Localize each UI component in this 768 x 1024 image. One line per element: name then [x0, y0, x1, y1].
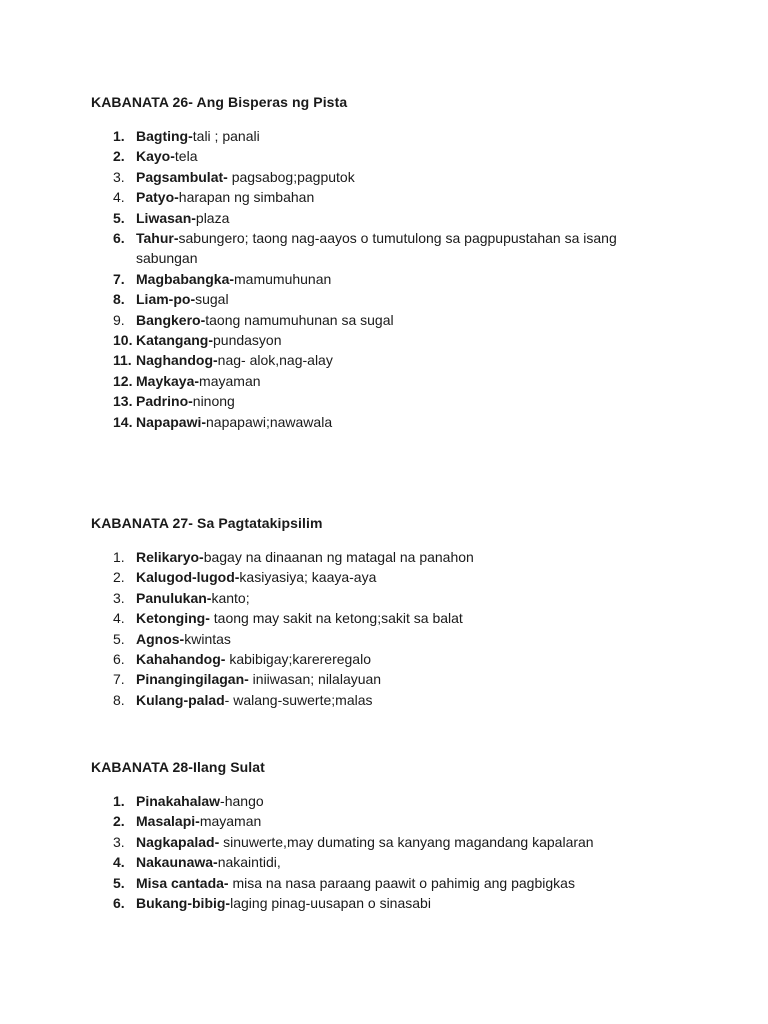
chapter-26-section: [91, 93, 691, 432]
vocab-definition: nakaintidi,: [217, 854, 281, 871]
vocab-item-number: 12.: [113, 372, 133, 389]
vocab-term: Nagkapalad-: [136, 833, 224, 850]
vocab-item: [91, 269, 676, 289]
vocab-term: Liam-po-: [136, 291, 196, 308]
vocab-definition: nag- alok,nag-alay: [217, 352, 333, 369]
vocab-term: Kayo-: [136, 148, 175, 165]
vocab-term: Liwasan-: [136, 209, 196, 226]
vocab-term: Ketonging-: [136, 610, 214, 627]
vocab-item: [91, 690, 676, 710]
vocab-term: Bangkero-: [136, 311, 206, 328]
vocab-definition: tali ; panali: [192, 128, 260, 144]
vocab-term: Napapawi-: [136, 413, 207, 430]
vocab-item-number: 1.: [113, 793, 125, 809]
vocab-definition: tela: [174, 148, 198, 165]
vocab-item-number: 4.: [113, 854, 125, 871]
vocab-term: Magbabangka-: [136, 270, 235, 287]
vocab-item-number: 8.: [113, 691, 125, 708]
vocab-definition: iniiwasan; nilalayuan: [252, 671, 382, 688]
vocab-term: Patyo-: [136, 189, 179, 206]
vocab-item: [91, 852, 676, 872]
vocab-definition: mayaman: [199, 372, 261, 389]
vocab-item: [91, 649, 676, 669]
vocab-term: Tahur-: [136, 230, 179, 247]
vocab-definition: laging pinag-uusapan o sinasabi: [230, 895, 431, 912]
vocab-definition: kasiyasiya; kaaya-aya: [239, 569, 377, 586]
vocab-item: [91, 350, 676, 370]
vocab-definition: harapan ng simbahan: [178, 189, 315, 206]
vocab-item: [91, 310, 676, 330]
vocab-item-number: 3.: [113, 168, 125, 185]
vocab-item: [91, 371, 676, 391]
vocab-term: Misa cantada-: [136, 874, 233, 891]
vocab-definition: taong may sakit na ketong;sakit sa balat: [213, 610, 463, 627]
vocab-item-number: 1.: [113, 549, 125, 565]
vocab-definition: sabungero; taong nag-aayos o tumutulong sa pagpupustahan sa isang sabungan: [136, 230, 617, 267]
vocab-item-number: 9.: [113, 311, 125, 328]
vocab-item-number: 3.: [113, 833, 125, 850]
vocab-item-number: 6.: [113, 230, 125, 247]
vocab-term: Bagting-: [136, 128, 193, 144]
vocab-definition: taong namumuhunan sa sugal: [205, 311, 394, 328]
vocab-term: Panulukan-: [136, 589, 212, 606]
chapter-26-vocab-list: [91, 126, 691, 432]
vocab-definition: kwintas: [184, 630, 231, 647]
vocab-item: [91, 289, 676, 309]
vocab-item: [91, 330, 676, 350]
vocab-definition: plaza: [195, 209, 230, 226]
vocab-item: [91, 412, 676, 432]
vocab-definition: pundasyon: [213, 332, 282, 349]
vocab-definition: misa na nasa paraang paawit o pahimig ang pagbigkas: [232, 874, 575, 891]
vocab-item: [91, 608, 676, 628]
vocab-item-number: 5.: [113, 209, 125, 226]
vocab-definition: sugal: [195, 291, 229, 308]
chapter-28-section: [91, 758, 691, 913]
vocab-term: Maykaya-: [136, 372, 200, 389]
vocab-definition: ninong: [192, 393, 235, 410]
vocab-definition: napapawi;nawawala: [206, 413, 333, 430]
vocab-item-number: 5.: [113, 874, 125, 891]
vocab-definition: mayaman: [199, 813, 262, 830]
vocab-item: [91, 391, 676, 411]
vocab-item-number: 6.: [113, 895, 125, 912]
vocab-item-number: 8.: [113, 291, 125, 308]
vocab-item: [91, 832, 676, 852]
vocab-definition: sinuwerte,may dumating sa kanyang magandang kapalaran: [223, 833, 594, 850]
chapter-27-vocab-list: [91, 547, 691, 710]
vocab-item-number: 11.: [113, 352, 132, 369]
vocab-definition: - walang-suwerte;malas: [224, 691, 373, 708]
vocab-item-number: 2.: [113, 569, 125, 586]
vocab-item: [91, 126, 676, 146]
vocab-definition: kanto;: [211, 589, 250, 606]
vocab-item-number: 2.: [113, 813, 125, 830]
vocab-item: [91, 547, 676, 567]
vocab-item: [91, 187, 676, 207]
vocab-item: [91, 873, 676, 893]
vocab-item-number: 2.: [113, 148, 125, 165]
vocab-item: [91, 567, 676, 587]
vocab-term: Naghandog-: [136, 352, 218, 369]
vocab-item-number: 4.: [113, 189, 125, 206]
vocab-term: Pagsambulat-: [136, 168, 232, 185]
vocab-item: [91, 893, 676, 913]
vocab-term: Padrino-: [136, 393, 193, 410]
vocab-item: [91, 228, 676, 269]
vocab-item-number: 6.: [113, 651, 125, 668]
vocab-definition: mamumuhunan: [234, 270, 332, 287]
vocab-term: Katangang-: [136, 332, 213, 349]
vocab-item: [91, 791, 676, 811]
vocab-item-number: 13.: [113, 393, 133, 410]
vocab-item-number: 5.: [113, 630, 125, 647]
vocab-term: Masalapi-: [136, 813, 200, 830]
vocab-term: Kahahandog-: [136, 651, 230, 668]
chapter-27-section: [91, 514, 691, 710]
vocab-item-number: 7.: [113, 270, 125, 287]
vocab-term: Pinakahalaw: [136, 793, 221, 809]
vocab-item-number: 10.: [113, 332, 133, 349]
vocab-term: Bukang-bibig-: [136, 895, 231, 912]
vocab-item-number: 1.: [113, 128, 125, 144]
vocab-term: Kulang-palad: [136, 691, 225, 708]
vocab-item: [91, 167, 676, 187]
vocab-definition: kabibigay;karereregalo: [229, 651, 371, 668]
chapter-28-vocab-list: [91, 791, 691, 913]
vocab-definition: pagsabog;pagputok: [231, 168, 355, 185]
chapter-28-title: KABANATA 28-Ilang Sulat: [91, 759, 265, 775]
vocab-term: Nakaunawa-: [136, 854, 218, 871]
vocab-item-number: 14.: [113, 413, 133, 430]
vocab-item: [91, 629, 676, 649]
vocab-item: [91, 208, 676, 228]
vocab-term: Kalugod-lugod-: [136, 569, 240, 586]
vocab-term: Relikaryo-: [136, 549, 204, 565]
vocab-item-number: 3.: [113, 589, 125, 606]
chapter-27-title: KABANATA 27- Sa Pagtatakipsilim: [91, 515, 323, 531]
chapter-26-title: KABANATA 26- Ang Bisperas ng Pista: [91, 94, 348, 110]
vocab-definition: bagay na dinaanan ng matagal na panahon: [203, 549, 474, 565]
vocab-item: [91, 669, 676, 689]
vocab-item-number: 4.: [113, 610, 125, 627]
vocab-term: Agnos-: [136, 630, 185, 647]
vocab-item: [91, 588, 676, 608]
vocab-item: [91, 146, 676, 166]
vocab-item-number: 7.: [113, 671, 125, 688]
vocab-definition: -hango: [220, 793, 264, 809]
vocab-item: [91, 811, 676, 831]
vocab-term: Pinangingilagan-: [136, 671, 253, 688]
